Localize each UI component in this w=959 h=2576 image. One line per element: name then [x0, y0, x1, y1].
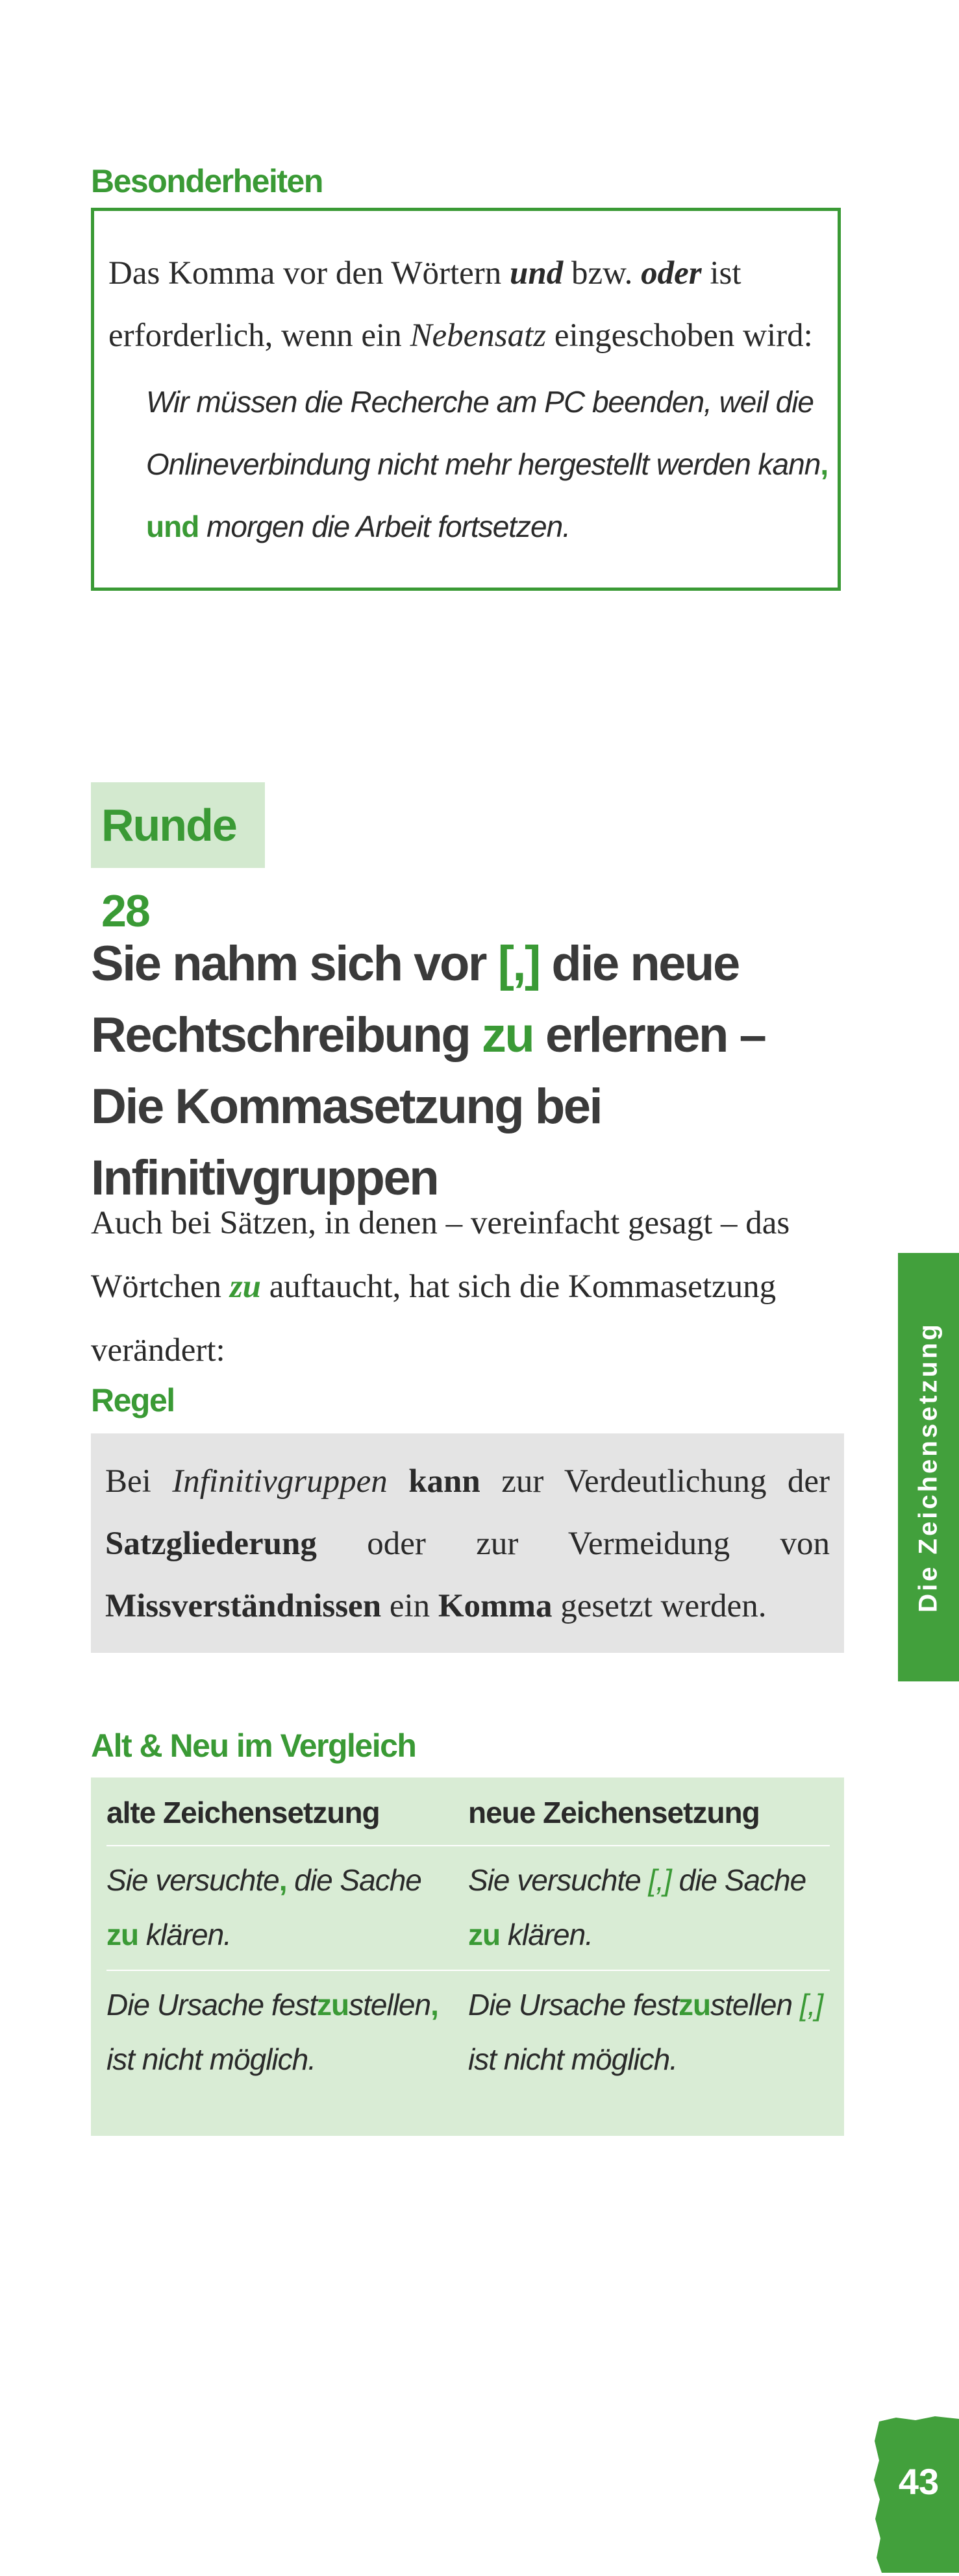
- cell-segment: Sie versuchte: [468, 1863, 649, 1897]
- word-nebensatz: Nebensatz: [410, 317, 547, 354]
- regel-segment: Bei: [105, 1463, 173, 1500]
- intro-zu: zu: [229, 1269, 262, 1305]
- cell-new: [468, 1971, 830, 2094]
- example-segment: Wir müssen die Recherche am PC beenden, weil die Onlineverbindung nicht mehr hergestellt werden kann: [146, 385, 821, 481]
- cell-comma: ,: [279, 1863, 287, 1897]
- word-und: und: [509, 255, 564, 291]
- besonderheiten-heading: Besonderheiten: [91, 163, 323, 199]
- intro-paragraph: [91, 1191, 844, 1382]
- regel-segment: ein: [381, 1588, 438, 1624]
- example-segment: morgen die Arbeit fortsetzen.: [199, 510, 571, 543]
- word-oder: oder: [641, 255, 702, 291]
- cell-bracket: [,]: [648, 1863, 671, 1897]
- title-segment: erlernen –: [533, 1008, 766, 1063]
- text-segment: ist erforderlich, wenn ein: [108, 255, 741, 354]
- besonderheiten-text: [108, 242, 838, 367]
- chapter-side-tab: [898, 1253, 959, 1681]
- regel-satzgliederung: Satzgliederung: [105, 1526, 317, 1562]
- header-old: alte Zeichensetzung: [106, 1796, 380, 1829]
- cell-old: [106, 1846, 468, 1970]
- round-badge: Runde 28: [91, 782, 265, 868]
- intro-segment: Auch bei Sätzen, in denen – vereinfacht gesagt – das Wörtchen: [91, 1205, 790, 1305]
- cell-segment: klären.: [138, 1918, 231, 1951]
- cell-segment: Die Ursache fest: [106, 1988, 318, 2022]
- text-segment: eingeschoben wird:: [546, 317, 813, 354]
- cell-new: [468, 1846, 830, 1970]
- page-number-tab: [870, 2415, 959, 2573]
- regel-kann: kann: [408, 1463, 480, 1500]
- cell-segment: stellen: [710, 1988, 800, 2022]
- cell-old: [106, 1971, 468, 2094]
- compare-table: [91, 1777, 844, 2136]
- cell-segment: ist nicht möglich.: [468, 2042, 678, 2076]
- cell-segment: stellen: [349, 1988, 431, 2022]
- text-segment: Das Komma vor den Wörtern: [108, 255, 510, 291]
- cell-segment: die Sache: [286, 1863, 421, 1897]
- regel-komma: Komma: [438, 1588, 553, 1624]
- regel-segment: [388, 1463, 408, 1500]
- header-new: neue Zeichensetzung: [468, 1796, 760, 1829]
- cell-segment: klären.: [500, 1918, 593, 1951]
- cell-bracket: [,]: [799, 1988, 823, 2022]
- besonderheiten-box: [91, 208, 841, 591]
- text-segment: bzw.: [563, 255, 641, 291]
- table-row: [106, 1971, 830, 2094]
- besonderheiten-example: [108, 371, 838, 558]
- table-row: [106, 1846, 830, 1971]
- regel-segment: gesetzt werden.: [552, 1588, 767, 1624]
- example-comma-und: , und: [146, 447, 828, 543]
- regel-segment: oder zur Vermeidung von: [316, 1526, 830, 1562]
- regel-box: [91, 1433, 844, 1653]
- title-zu: zu: [481, 1008, 534, 1063]
- compare-heading: Alt & Neu im Vergleich: [91, 1728, 416, 1764]
- table-header-row: [106, 1777, 830, 1846]
- intro-segment: auftaucht, hat sich die Kommasetzung verändert:: [91, 1269, 777, 1368]
- regel-infinitivgruppen: Infinitivgruppen: [172, 1463, 388, 1500]
- cell-segment: die Sache: [671, 1863, 806, 1897]
- chapter-title: [91, 928, 844, 1214]
- cell-segment: Sie versuchte: [106, 1863, 279, 1897]
- page-number: 43: [898, 2461, 940, 2502]
- regel-missverstaendnissen: Missverständnissen: [105, 1588, 382, 1624]
- regel-segment: zur Verdeutlichung der: [480, 1463, 830, 1500]
- cell-zu: zu: [679, 1988, 711, 2022]
- chapter-side-tab-label: Die Zeichensetzung: [914, 1322, 943, 1613]
- cell-zu: zu: [317, 1988, 349, 2022]
- title-bracket: [,]: [497, 936, 540, 991]
- cell-comma: ,: [430, 1988, 438, 2022]
- title-segment: die neue Rechtschreibung: [91, 936, 739, 1063]
- cell-segment: ist nicht möglich.: [106, 2042, 316, 2076]
- regel-heading: Regel: [91, 1382, 175, 1418]
- cell-segment: Die Ursache fest: [468, 1988, 679, 2022]
- cell-zu: zu: [106, 1918, 139, 1951]
- cell-zu: zu: [468, 1918, 501, 1951]
- title-line3: Die Kommasetzung bei Infinitivgruppen: [91, 1079, 602, 1206]
- title-segment: Sie nahm sich vor: [91, 936, 498, 991]
